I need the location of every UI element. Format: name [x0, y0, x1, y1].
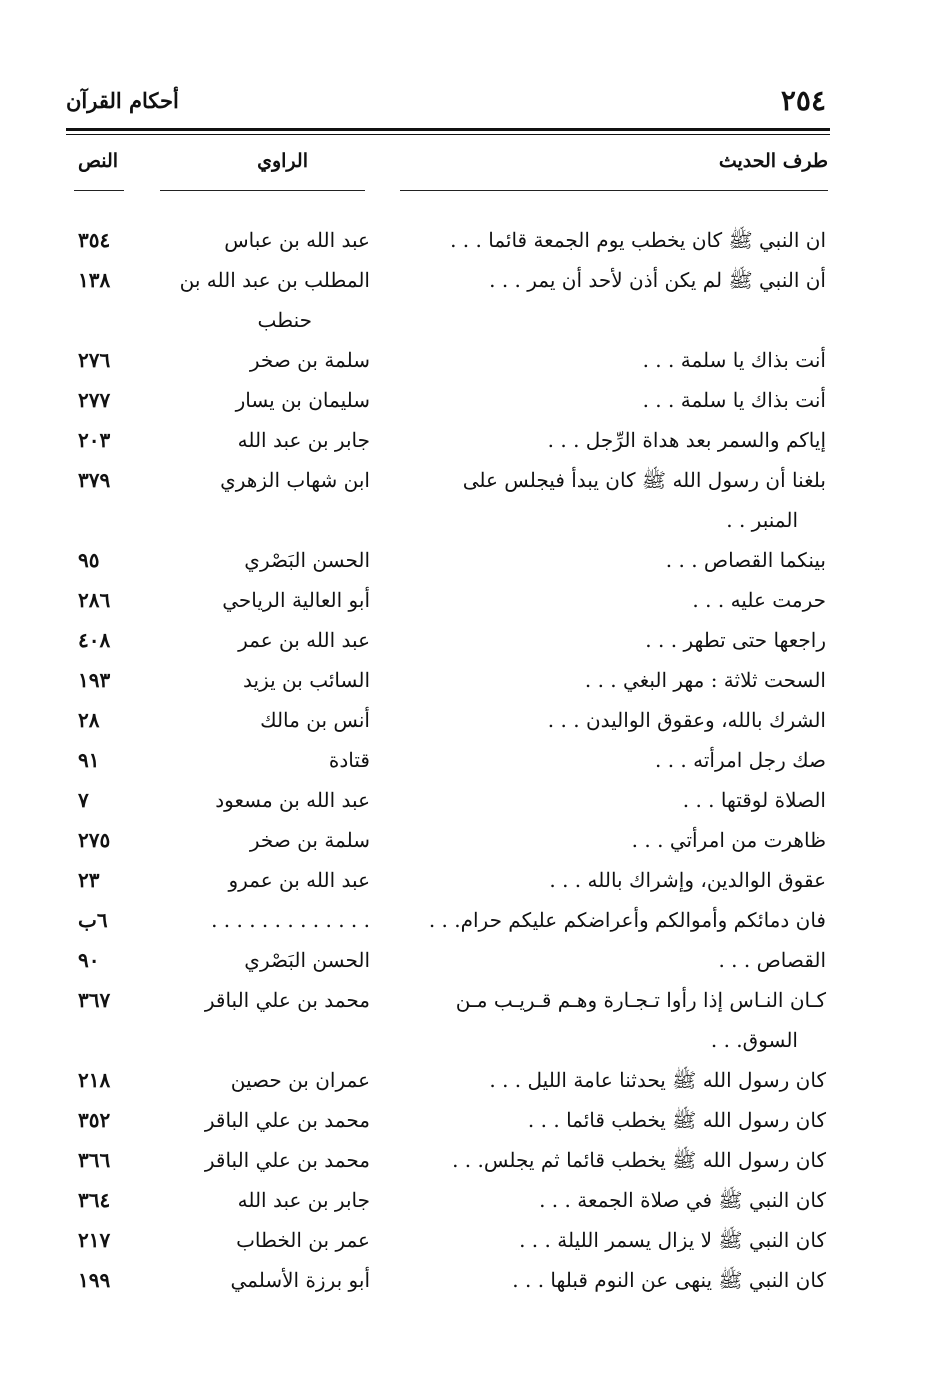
- text-reference-number: ٩٠: [78, 948, 100, 972]
- narrator-name: أبو العالية الرياحي: [222, 588, 370, 612]
- index-entry: [66, 1060, 830, 1100]
- text-reference-number: ١٣٨: [78, 268, 111, 292]
- index-entry: [66, 660, 830, 700]
- narrator-name: الحسن البَصْري: [244, 948, 370, 972]
- narrator-name: محمد بن علي الباقر: [204, 1108, 370, 1132]
- narrator-name: السائب بن يزيد: [243, 668, 370, 692]
- page-number: ٢٥٤: [780, 84, 826, 117]
- narrator-name: جابر بن عبد الله: [237, 428, 370, 452]
- index-entry: [66, 220, 830, 260]
- index-table: [66, 220, 830, 1300]
- narrator-name: أنس بن مالك: [260, 708, 370, 732]
- text-reference-number: ٣٥٢: [78, 1108, 111, 1132]
- index-entry: [66, 1260, 830, 1300]
- narrator-name: . . . . . . . . . . . . .: [211, 908, 370, 932]
- text-reference-number: ٣٦٤: [78, 1188, 111, 1212]
- hadith-incipit: راجعها حتى تطهر . . .: [645, 628, 826, 652]
- hadith-incipit: بينكما القصاص . . .: [665, 548, 826, 572]
- narrator-name: عبد الله بن عباس: [224, 228, 370, 252]
- hadith-incipit: أن النبي ﷺ لم يكن أذن لأحد أن يمر . . .: [489, 268, 826, 292]
- index-entry: [66, 700, 830, 740]
- narrator-name: عبد الله بن مسعود: [215, 788, 370, 812]
- index-entry: [66, 380, 830, 420]
- hadith-incipit: ظاهرت من امرأتي . . .: [631, 828, 826, 852]
- narrator-name: محمد بن علي الباقر: [204, 1148, 370, 1172]
- index-entry: [66, 780, 830, 820]
- index-entry: [66, 980, 830, 1060]
- narrator-name: سلمة بن صخر: [249, 348, 370, 372]
- text-reference-number: ٣٥٤: [78, 228, 111, 252]
- heading-underline: [74, 190, 124, 191]
- index-entry: [66, 540, 830, 580]
- header-rule-thick: [66, 128, 830, 131]
- book-title: أحكام القرآن: [66, 88, 179, 113]
- hadith-incipit: صك رجل امرأته . . .: [654, 748, 826, 772]
- text-reference-number: ٩٥: [78, 548, 100, 572]
- heading-underline: [400, 190, 828, 191]
- column-heading-reference: النص: [78, 150, 119, 172]
- index-entry: [66, 620, 830, 660]
- narrator-name: الحسن البَصْري: [244, 548, 370, 572]
- narrator-name: المطلب بن عبد الله بن حنطب: [179, 268, 370, 332]
- header-rule-thin: [66, 134, 830, 135]
- hadith-incipit: أنت بذاك يا سلمة . . .: [642, 348, 826, 372]
- index-entry: [66, 1180, 830, 1220]
- narrator-name: عبد الله بن عمر: [238, 628, 370, 652]
- hadith-incipit: أنت بذاك يا سلمة . . .: [642, 388, 826, 412]
- narrator-name: عمران بن حصين: [230, 1068, 370, 1092]
- narrator-name: سليمان بن يسار: [235, 388, 370, 412]
- index-entry: [66, 1100, 830, 1140]
- column-heading-hadith: طرف الحديث: [718, 150, 828, 172]
- text-reference-number: ١٩٣: [78, 668, 111, 692]
- text-reference-number: ٢٧٥: [78, 828, 111, 852]
- narrator-name: عبد الله بن عمرو: [228, 868, 370, 892]
- text-reference-number: ٢١٧: [78, 1228, 111, 1252]
- column-heading-narrator: الراوي: [257, 150, 308, 172]
- index-entry: [66, 1220, 830, 1260]
- text-reference-number: ٧: [78, 788, 89, 812]
- hadith-incipit: ان النبي ﷺ كان يخطب يوم الجمعة قائما . . .: [450, 228, 826, 252]
- text-reference-number: ٩١: [78, 748, 100, 772]
- hadith-incipit: فان دمائكم وأموالكم وأعراضكم عليكم حرام. . .: [428, 908, 826, 932]
- text-reference-number: ٤٠٨: [78, 628, 111, 652]
- text-reference-number: ٢٨٦: [78, 588, 111, 612]
- index-entry: [66, 940, 830, 980]
- index-entry: [66, 820, 830, 860]
- text-reference-number: ٢٣: [78, 868, 100, 892]
- index-entry: [66, 260, 830, 340]
- narrator-name: جابر بن عبد الله: [237, 1188, 370, 1212]
- hadith-incipit: عقوق الوالدين، وإشراك بالله . . .: [549, 868, 826, 892]
- hadith-incipit: كان النبي ﷺ ينهى عن النوم قبلها . . .: [512, 1268, 826, 1292]
- hadith-incipit: إياكم والسمر بعد هداة الرِّجل . . .: [547, 428, 826, 452]
- hadith-incipit: القصاص . . .: [718, 948, 826, 972]
- hadith-incipit: كان رسول الله ﷺ يخطب قائما ثم يجلس. . .: [452, 1148, 826, 1172]
- narrator-name: ابن شهاب الزهري: [220, 468, 370, 492]
- text-reference-number: ٢٧٧: [78, 388, 111, 412]
- index-entry: [66, 460, 830, 540]
- narrator-name: قتادة: [328, 748, 370, 772]
- text-reference-number: ٢١٨: [78, 1068, 111, 1092]
- text-reference-number: ٣٦٧: [78, 988, 111, 1012]
- hadith-incipit: كان النبي ﷺ في صلاة الجمعة . . .: [539, 1188, 826, 1212]
- hadith-incipit: الشرك بالله، وعقوق الواليدن . . .: [547, 708, 826, 732]
- hadith-incipit: السحت ثلاثة : مهر البغي . . .: [584, 668, 826, 692]
- text-reference-number: ٢٠٣: [78, 428, 111, 452]
- index-entry: [66, 580, 830, 620]
- hadith-incipit: حرمت عليه . . .: [692, 588, 826, 612]
- index-entry: [66, 420, 830, 460]
- hadith-incipit: كـان النـاس إذا رأوا تـجـارة وهـم قـريـب مـن السوق. . .: [455, 988, 826, 1052]
- text-reference-number: ٣٦٦: [78, 1148, 111, 1172]
- text-reference-number: ٣٧٩: [78, 468, 111, 492]
- narrator-name: محمد بن علي الباقر: [204, 988, 370, 1012]
- index-entry: [66, 1140, 830, 1180]
- text-reference-number: ١٩٩: [78, 1268, 111, 1292]
- text-reference-number: ٦ب: [78, 908, 108, 932]
- text-reference-number: ٢٨: [78, 708, 100, 732]
- hadith-incipit: كان رسول الله ﷺ يخطب قائما . . .: [527, 1108, 826, 1132]
- index-entry: [66, 740, 830, 780]
- narrator-name: أبو برزة الأسلمي: [230, 1268, 370, 1292]
- running-head: [66, 84, 826, 124]
- hadith-incipit: بلغنا أن رسول الله ﷺ كان يبدأ فيجلس على المنبر . .: [462, 468, 826, 532]
- hadith-incipit: كان النبي ﷺ لا يزال يسمر الليلة . . .: [519, 1228, 826, 1252]
- index-entry: [66, 900, 830, 940]
- text-reference-number: ٢٧٦: [78, 348, 111, 372]
- heading-underline: [160, 190, 365, 191]
- narrator-name: عمر بن الخطاب: [236, 1228, 370, 1252]
- hadith-incipit: الصلاة لوقتها . . .: [682, 788, 826, 812]
- index-entry: [66, 340, 830, 380]
- hadith-incipit: كان رسول الله ﷺ يحدثنا عامة الليل . . .: [489, 1068, 826, 1092]
- index-entry: [66, 860, 830, 900]
- narrator-name: سلمة بن صخر: [249, 828, 370, 852]
